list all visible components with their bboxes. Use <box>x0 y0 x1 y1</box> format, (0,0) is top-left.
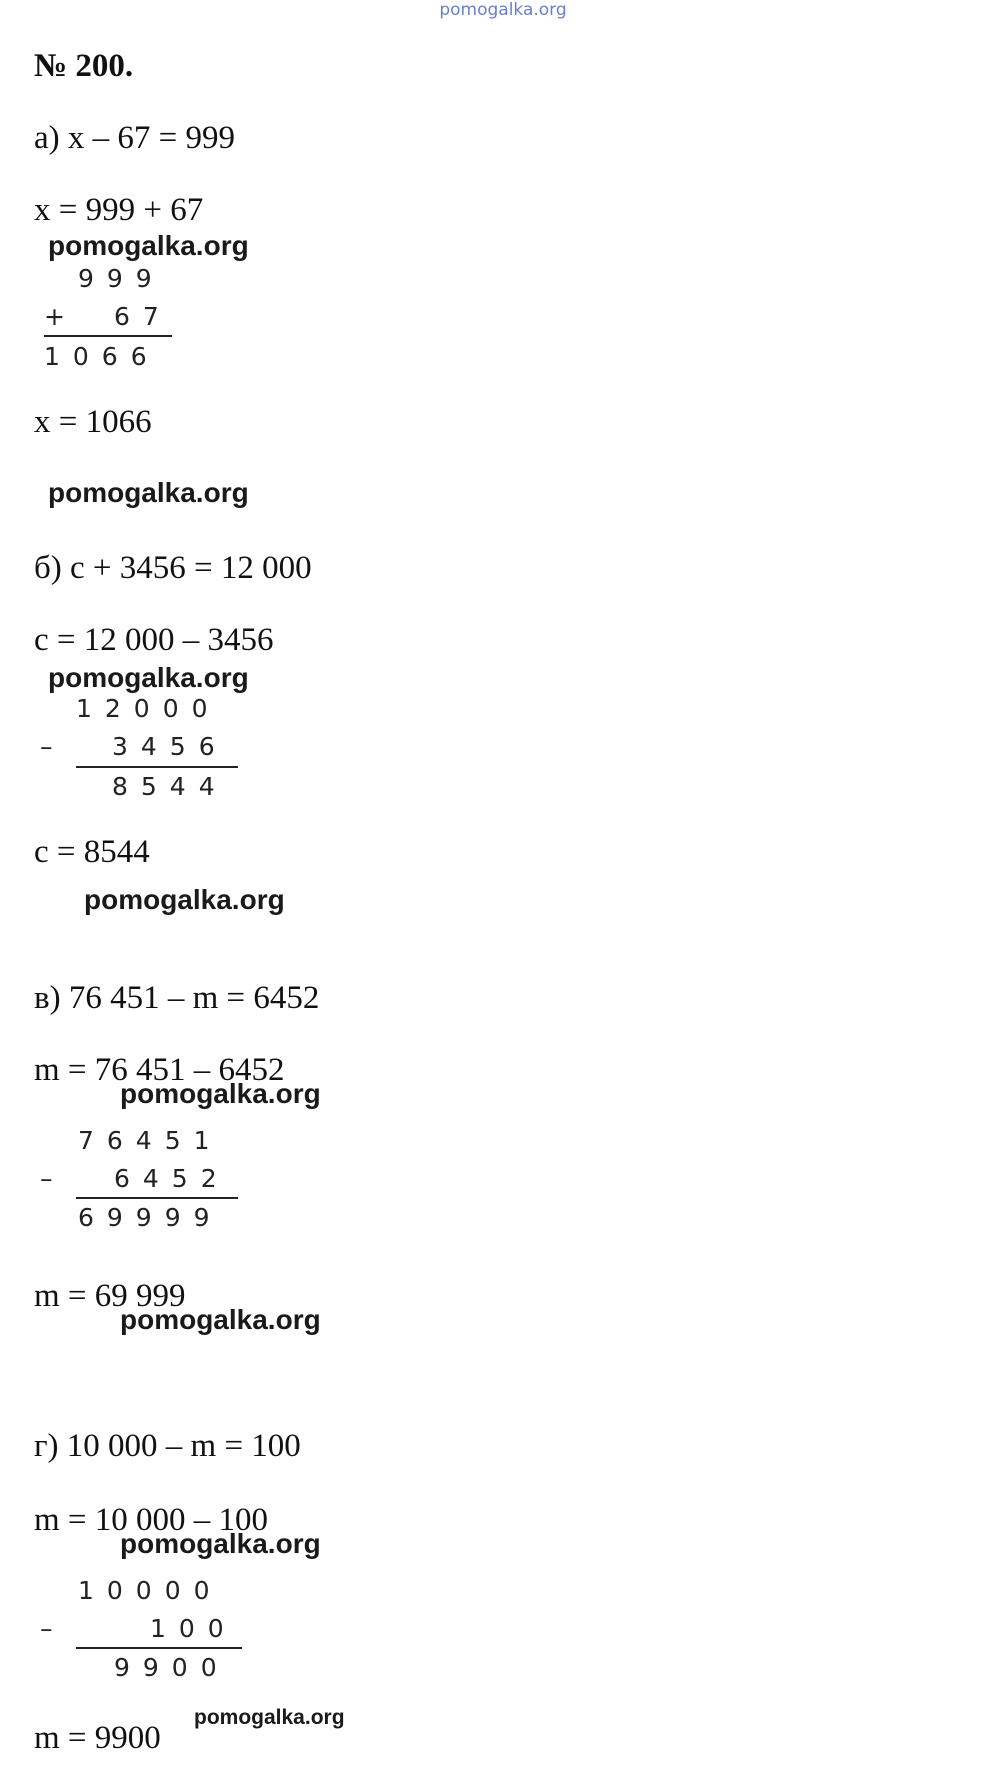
part-a-equation: а) x – 67 = 999 <box>34 120 235 156</box>
column-result: 9900 <box>114 1653 230 1682</box>
column-bottom-number: 67 <box>114 302 172 331</box>
column-result: 69999 <box>78 1203 223 1232</box>
top-watermark: pomogalka.org <box>439 0 567 20</box>
column-operator: – <box>40 1614 53 1643</box>
part-v-equation: в) 76 451 – m = 6452 <box>34 980 320 1016</box>
column-result: 1066 <box>44 342 160 371</box>
column-top-number: 999 <box>78 264 165 293</box>
watermark-label: pomogalka.org <box>84 884 285 915</box>
part-a-step: x = 999 + 67 <box>34 192 204 228</box>
column-divider-line <box>76 1647 242 1649</box>
part-a-answer: x = 1066 <box>34 404 152 440</box>
watermark-label: pomogalka.org <box>120 1304 321 1335</box>
watermark-label: pomogalka.org <box>194 1706 345 1729</box>
part-b-step: c = 12 000 – 3456 <box>34 622 274 658</box>
column-divider-line <box>76 766 238 768</box>
column-bottom-number: 6452 <box>114 1164 230 1193</box>
column-top-number: 12000 <box>76 694 221 723</box>
problem-title: № 200. <box>34 48 134 84</box>
column-divider-line <box>76 1197 238 1199</box>
part-g-equation: г) 10 000 – m = 100 <box>34 1428 301 1464</box>
column-operator: – <box>40 1164 53 1193</box>
part-b-equation: б) c + 3456 = 12 000 <box>34 550 312 586</box>
column-operator: + <box>44 302 65 331</box>
column-result: 8544 <box>112 772 228 801</box>
column-bottom-number: 3456 <box>112 732 228 761</box>
watermark-label: pomogalka.org <box>48 230 249 261</box>
column-top-number: 76451 <box>78 1126 223 1155</box>
watermark-label: pomogalka.org <box>120 1528 321 1559</box>
column-operator: – <box>40 732 53 761</box>
column-bottom-number: 100 <box>150 1614 237 1643</box>
watermark-label: pomogalka.org <box>120 1078 321 1109</box>
watermark-label: pomogalka.org <box>48 662 249 693</box>
part-g-answer: m = 9900 <box>34 1720 161 1756</box>
part-v-step: m = 76 451 – 6452 <box>34 1052 285 1088</box>
column-divider-line <box>44 335 172 337</box>
column-top-number: 10000 <box>78 1576 223 1605</box>
part-b-answer: c = 8544 <box>34 834 150 870</box>
part-v-answer: m = 69 999 <box>34 1278 186 1314</box>
part-g-step: m = 10 000 – 100 <box>34 1502 269 1538</box>
watermark-label: pomogalka.org <box>48 477 249 508</box>
